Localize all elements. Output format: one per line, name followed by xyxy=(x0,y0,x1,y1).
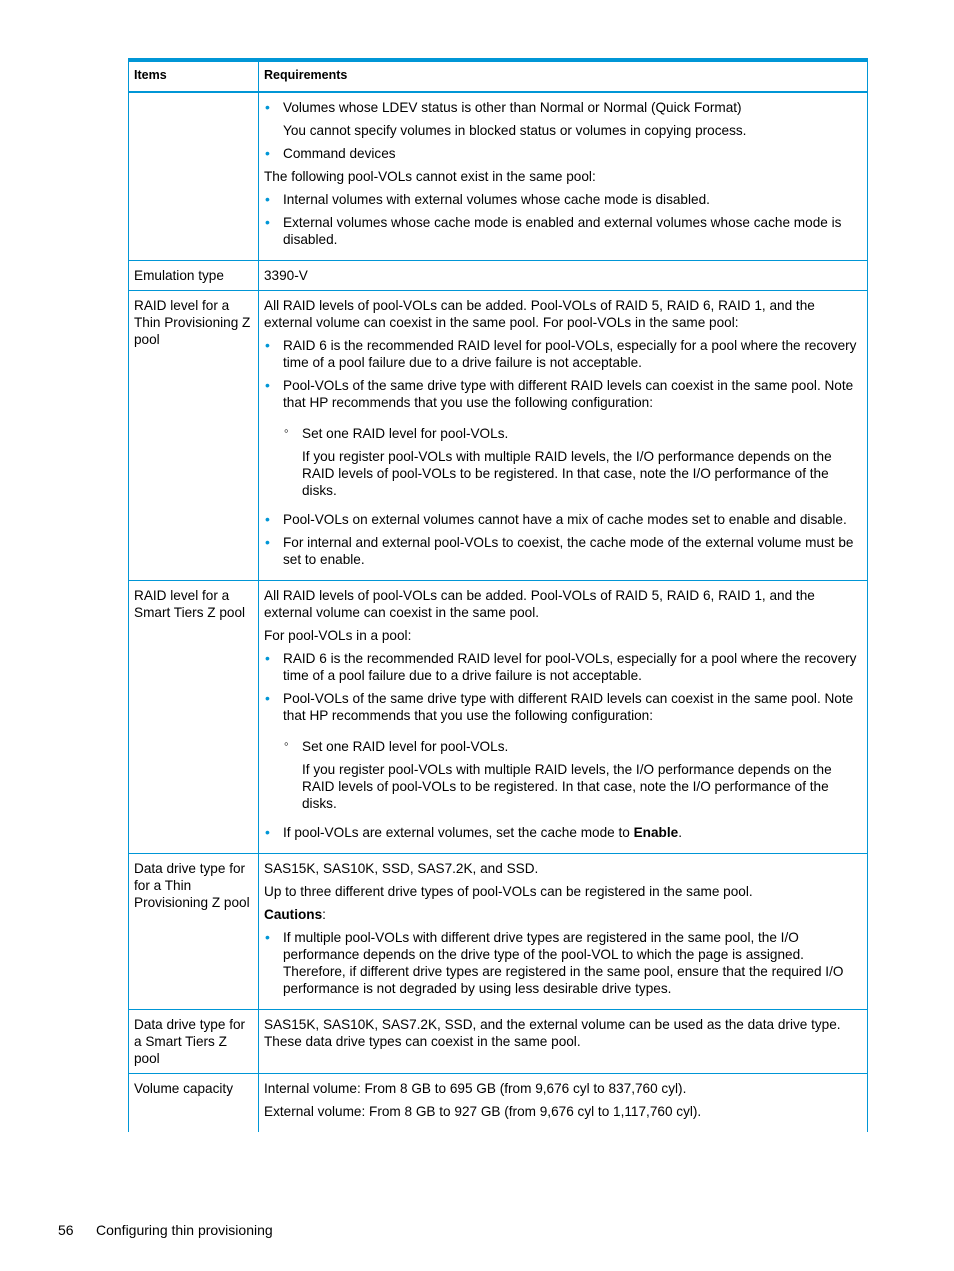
paragraph: 3390-V xyxy=(264,268,308,283)
header-items: Items xyxy=(129,60,259,92)
requirements-cell xyxy=(259,581,868,854)
requirements-cell xyxy=(259,854,868,1010)
list-item-text: Volumes whose LDEV status is other than Normal or Normal (Quick Format) xyxy=(283,100,742,115)
list-item-note: You cannot specify volumes in blocked status or volumes in copying process. xyxy=(283,123,747,138)
header-requirements: Requirements xyxy=(259,60,868,92)
list-item: • RAID 6 is the recommended RAID level for pool-VOLs, especially for a pool where the recovery time of a pool failure due to a drive failure is not acceptable. xyxy=(264,650,862,684)
requirements-cell xyxy=(259,291,868,581)
paragraph: External volume: From 8 GB to 927 GB (from 9,676 cyl to 1,117,760 cyl). xyxy=(264,1104,702,1119)
enable-keyword: Enable xyxy=(633,825,679,840)
sub-list xyxy=(283,425,862,499)
table-row xyxy=(129,854,868,1010)
sub-list xyxy=(283,738,862,812)
page-number: 56 xyxy=(58,1222,74,1238)
list-item xyxy=(264,690,862,812)
list-item xyxy=(264,99,862,139)
table-row xyxy=(129,261,868,291)
sub-list-item-text: Set one RAID level for pool-VOLs. xyxy=(302,426,509,441)
requirements-cell xyxy=(259,1074,868,1133)
paragraph: All RAID levels of pool-VOLs can be added. Pool-VOLs of RAID 5, RAID 6, RAID 1, and the external volume can coexist in the same pool. For pool-VOLs in the same pool: xyxy=(264,298,815,330)
item-cell xyxy=(129,92,259,261)
list-item: • External volumes whose cache mode is enabled and external volumes whose cache mode is disabled. xyxy=(264,214,862,248)
cautions-bold: Cautions xyxy=(264,907,323,922)
list-item xyxy=(264,824,862,841)
paragraph: All RAID levels of pool-VOLs can be added. Pool-VOLs of RAID 5, RAID 6, RAID 1, and the external volume can coexist in the same pool. xyxy=(264,588,815,620)
sub-list-item xyxy=(283,425,862,499)
list-item-text: Pool-VOLs of the same drive type with different RAID levels can coexist in the same pool. Note that HP recommends that you use the following configuration: xyxy=(283,378,854,410)
requirements-table xyxy=(128,58,868,1132)
cautions-colon: : xyxy=(322,907,326,922)
list-item: • Internal volumes with external volumes whose cache mode is disabled. xyxy=(264,191,862,208)
table-header-row xyxy=(129,60,868,92)
requirements-cell xyxy=(259,261,868,291)
bullet-list xyxy=(264,191,862,248)
cautions-label xyxy=(264,906,862,923)
table-row xyxy=(129,581,868,854)
paragraph: SAS15K, SAS10K, SAS7.2K, SSD, and the external volume can be used as the data drive type. These data drive types can coexist in the same pool. xyxy=(264,1017,841,1049)
list-item-punct: . xyxy=(678,825,682,840)
item-cell: Data drive type for for a Thin Provisioning Z pool xyxy=(129,854,259,1010)
bullet-list xyxy=(264,99,862,162)
item-cell: RAID level for a Smart Tiers Z pool xyxy=(129,581,259,854)
list-item-text: Pool-VOLs of the same drive type with different RAID levels can coexist in the same pool. Note that HP recommends that you use the following configuration: xyxy=(283,691,854,723)
paragraph: For pool-VOLs in a pool: xyxy=(264,628,412,643)
requirements-cell xyxy=(259,1010,868,1074)
item-cell: Emulation type xyxy=(129,261,259,291)
list-item: • Command devices xyxy=(264,145,862,162)
list-item xyxy=(264,377,862,499)
list-item-text: If pool-VOLs are external volumes, set the cache mode to xyxy=(283,825,634,840)
sub-list-item xyxy=(283,738,862,812)
item-cell: RAID level for a Thin Provisioning Z pool xyxy=(129,291,259,581)
list-item: • RAID 6 is the recommended RAID level for pool-VOLs, especially for a pool where the recovery time of a pool failure due to a drive failure is not acceptable. xyxy=(264,337,862,371)
requirements-cell xyxy=(259,92,868,261)
sub-list-item-note: If you register pool-VOLs with multiple RAID levels, the I/O performance depends on the RAID levels of pool-VOLs to be registered. In that case, note the I/O performance of the disks. xyxy=(302,762,832,811)
table-row xyxy=(129,92,868,261)
bullet-list xyxy=(264,650,862,841)
table-row xyxy=(129,291,868,581)
table-row xyxy=(129,1010,868,1074)
bullet-list xyxy=(264,929,862,997)
item-cell: Data drive type for a Smart Tiers Z pool xyxy=(129,1010,259,1074)
paragraph: Internal volume: From 8 GB to 695 GB (from 9,676 cyl to 837,760 cyl). xyxy=(264,1081,687,1096)
item-cell: Volume capacity xyxy=(129,1074,259,1133)
list-item: • Pool-VOLs on external volumes cannot have a mix of cache modes set to enable and disable. xyxy=(264,511,862,528)
paragraph: SAS15K, SAS10K, SSD, SAS7.2K, and SSD. xyxy=(264,861,539,876)
page-footer xyxy=(58,1222,273,1239)
section-title: Configuring thin provisioning xyxy=(96,1222,273,1238)
table-row xyxy=(129,1074,868,1133)
paragraph: Up to three different drive types of pool-VOLs can be registered in the same pool. xyxy=(264,884,753,899)
sub-list-item-note: If you register pool-VOLs with multiple RAID levels, the I/O performance depends on the RAID levels of pool-VOLs to be registered. In that case, note the I/O performance of the disks. xyxy=(302,449,832,498)
sub-list-item-text: Set one RAID level for pool-VOLs. xyxy=(302,739,509,754)
list-item: • For internal and external pool-VOLs to coexist, the cache mode of the external volume must be set to enable. xyxy=(264,534,862,568)
list-item: • If multiple pool-VOLs with different drive types are registered in the same pool, the I/O performance depends on the drive type of the pool-VOL to which the page is assigned. Therefore, if different drive types are registered in the same pool, ensure that the required I/O performance is not degraded by using less desirable drive types. xyxy=(264,929,862,997)
paragraph: The following pool-VOLs cannot exist in the same pool: xyxy=(264,169,596,184)
bullet-list xyxy=(264,337,862,568)
